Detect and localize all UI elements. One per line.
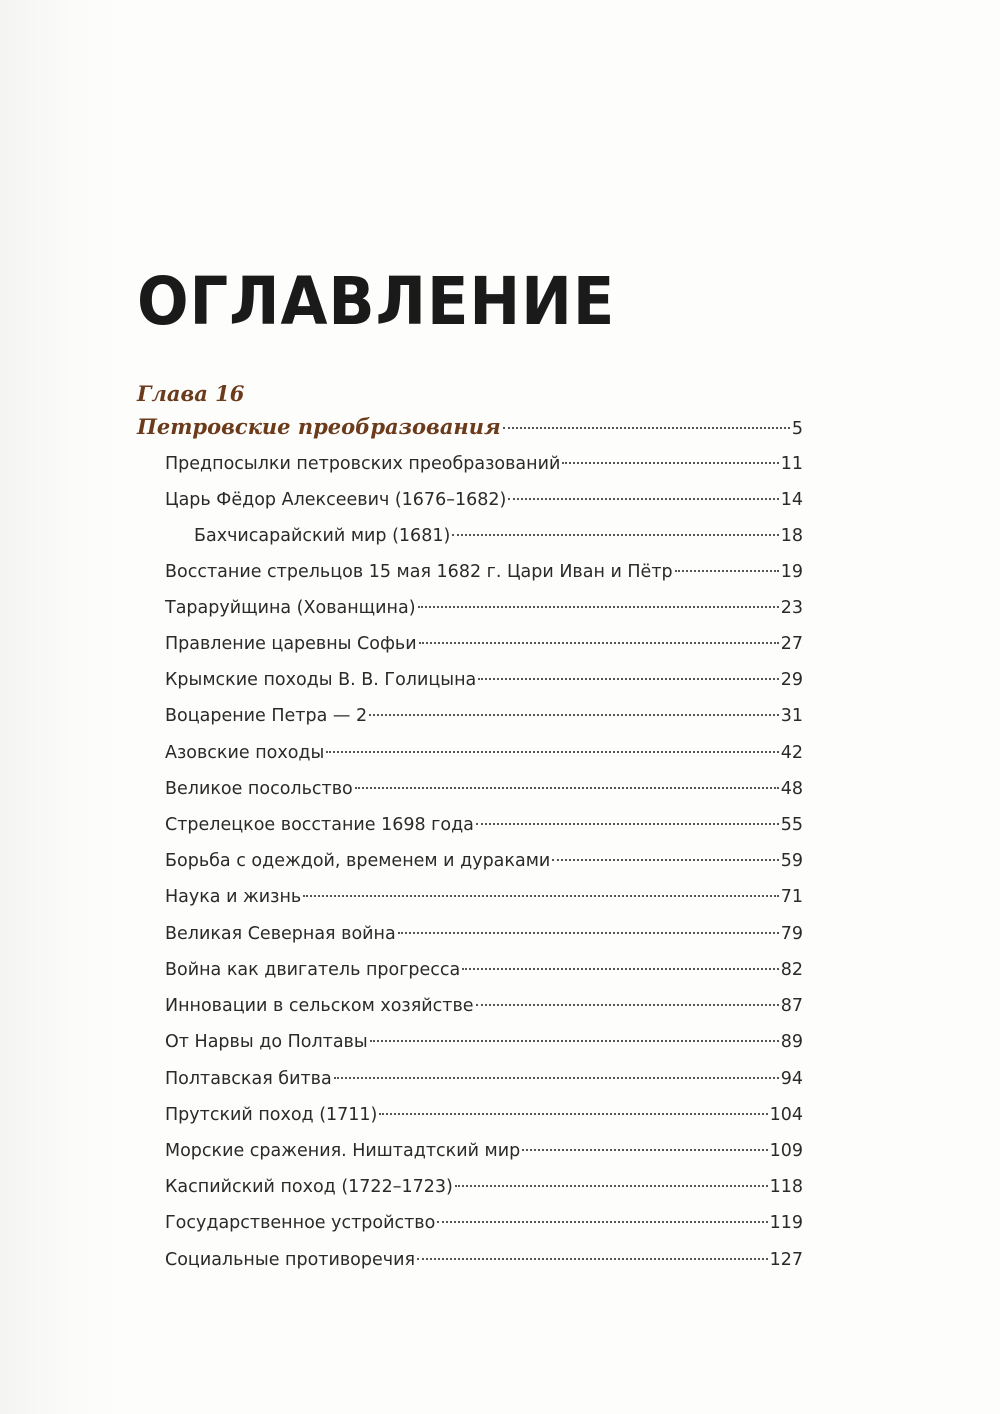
toc-entry[interactable] — [165, 446, 803, 482]
page-number: 82 — [780, 960, 803, 980]
page-number: 104 — [769, 1105, 803, 1125]
toc-entry[interactable] — [165, 1097, 803, 1133]
toc-entry-title: Инновации в сельском хозяйстве — [165, 996, 474, 1016]
toc-entry[interactable] — [165, 1133, 803, 1169]
toc-entry[interactable] — [165, 771, 803, 807]
dot-leader — [462, 968, 778, 970]
page-number: 18 — [780, 526, 803, 546]
toc-entry[interactable] — [165, 843, 803, 879]
dot-leader — [437, 1221, 767, 1223]
toc-entry[interactable] — [165, 807, 803, 843]
toc-entry[interactable] — [165, 662, 803, 698]
toc-entry-title: Азовские походы — [165, 743, 325, 763]
toc-entry-title: Борьба с одеждой, временем и дураками — [165, 851, 551, 871]
page-number: 48 — [780, 779, 803, 799]
toc-entry[interactable] — [165, 916, 803, 952]
toc-entry-title: Стрелецкое восстание 1698 года — [165, 815, 474, 835]
dot-leader — [476, 823, 779, 825]
dot-leader — [562, 462, 778, 464]
page-number: 11 — [780, 454, 803, 474]
toc-entry-title: Тараруйщина (Хованщина) — [165, 598, 416, 618]
dot-leader — [398, 932, 779, 934]
toc-entry[interactable] — [165, 626, 803, 662]
page-number: 71 — [780, 887, 803, 907]
toc-entry-title: Каспийский поход (1722–1723) — [165, 1177, 453, 1197]
toc-entry-title: Предпосылки петровских преобразований — [165, 454, 561, 474]
dot-leader — [326, 751, 778, 753]
toc-entry[interactable] — [165, 590, 803, 626]
dot-leader — [522, 1149, 767, 1151]
page-number: 31 — [780, 706, 803, 726]
toc-entry[interactable] — [165, 1024, 803, 1060]
toc-entry-title: Социальные противоречия — [165, 1250, 415, 1270]
page-shadow — [0, 0, 120, 1414]
page-number: 29 — [780, 670, 803, 690]
toc-entry[interactable] — [165, 482, 803, 518]
dot-leader — [419, 642, 779, 644]
dot-leader — [303, 895, 778, 897]
dot-leader — [508, 498, 778, 500]
chapter-label: Глава 16 — [137, 381, 245, 406]
dot-leader — [452, 534, 778, 536]
page-number: 55 — [780, 815, 803, 835]
chapter-title: Петровские преобразования — [137, 414, 501, 439]
toc-entry-title: Полтавская битва — [165, 1069, 332, 1089]
page-title: ОГЛАВЛЕНИЕ — [137, 263, 616, 340]
dot-leader — [476, 1004, 779, 1006]
toc-entry-title: От Нарвы до Полтавы — [165, 1032, 368, 1052]
toc-entry[interactable] — [165, 952, 803, 988]
toc-entry-title: Великое посольство — [165, 779, 353, 799]
dot-leader — [370, 1040, 779, 1042]
toc-entry-title: Воцарение Петра — 2 — [165, 706, 368, 726]
dot-leader — [552, 859, 778, 861]
toc-entry-title: Наука и жизнь — [165, 887, 302, 907]
page-number: 127 — [769, 1250, 803, 1270]
toc-entry-title: Великая Северная война — [165, 924, 396, 944]
dot-leader — [417, 1258, 768, 1260]
toc-entry[interactable] — [165, 988, 803, 1024]
toc-entry[interactable] — [165, 698, 803, 734]
toc-entry[interactable] — [165, 1205, 803, 1241]
page-number: 23 — [780, 598, 803, 618]
page-number: 94 — [780, 1069, 803, 1089]
page-number: 19 — [780, 562, 803, 582]
toc-entry-title: Правление царевны Софьи — [165, 634, 417, 654]
dot-leader — [675, 570, 779, 572]
toc-entry[interactable] — [165, 1242, 803, 1278]
dot-leader — [355, 787, 779, 789]
dot-leader — [379, 1113, 767, 1115]
page-number: 118 — [769, 1177, 803, 1197]
dot-leader — [369, 714, 779, 716]
toc-entry[interactable] — [165, 879, 803, 915]
toc-entry[interactable] — [165, 735, 803, 771]
toc-entry-title: Государственное устройство — [165, 1213, 436, 1233]
page-number: 79 — [780, 924, 803, 944]
toc-entry-title: Морские сражения. Ништадтский мир — [165, 1141, 521, 1161]
toc-entry-title: Восстание стрельцов 15 мая 1682 г. Цари Иван и Пётр — [165, 562, 673, 582]
page-number: 109 — [769, 1141, 803, 1161]
page-number: 87 — [780, 996, 803, 1016]
toc-entry-title: Прутский поход (1711) — [165, 1105, 378, 1125]
page-number: 5 — [791, 419, 803, 439]
dot-leader — [503, 427, 790, 429]
toc-entry-title: Бахчисарайский мир (1681) — [194, 526, 451, 546]
page-number: 14 — [780, 490, 803, 510]
toc-entry[interactable] — [165, 1061, 803, 1097]
page-number: 89 — [780, 1032, 803, 1052]
toc-entry[interactable] — [165, 1169, 803, 1205]
dot-leader — [478, 678, 778, 680]
toc-chapter-entry[interactable] — [137, 409, 803, 445]
toc-subentry[interactable] — [194, 518, 803, 554]
page-number: 27 — [780, 634, 803, 654]
page-number: 42 — [780, 743, 803, 763]
toc-entry[interactable] — [165, 554, 803, 590]
toc-entry-title: Царь Фёдор Алексеевич (1676–1682) — [165, 490, 507, 510]
toc-entry-title: Крымские походы В. В. Голицына — [165, 670, 477, 690]
page-number: 119 — [769, 1213, 803, 1233]
dot-leader — [418, 606, 779, 608]
dot-leader — [455, 1185, 768, 1187]
dot-leader — [334, 1077, 779, 1079]
page-number: 59 — [780, 851, 803, 871]
toc-entry-title: Война как двигатель прогресса — [165, 960, 461, 980]
